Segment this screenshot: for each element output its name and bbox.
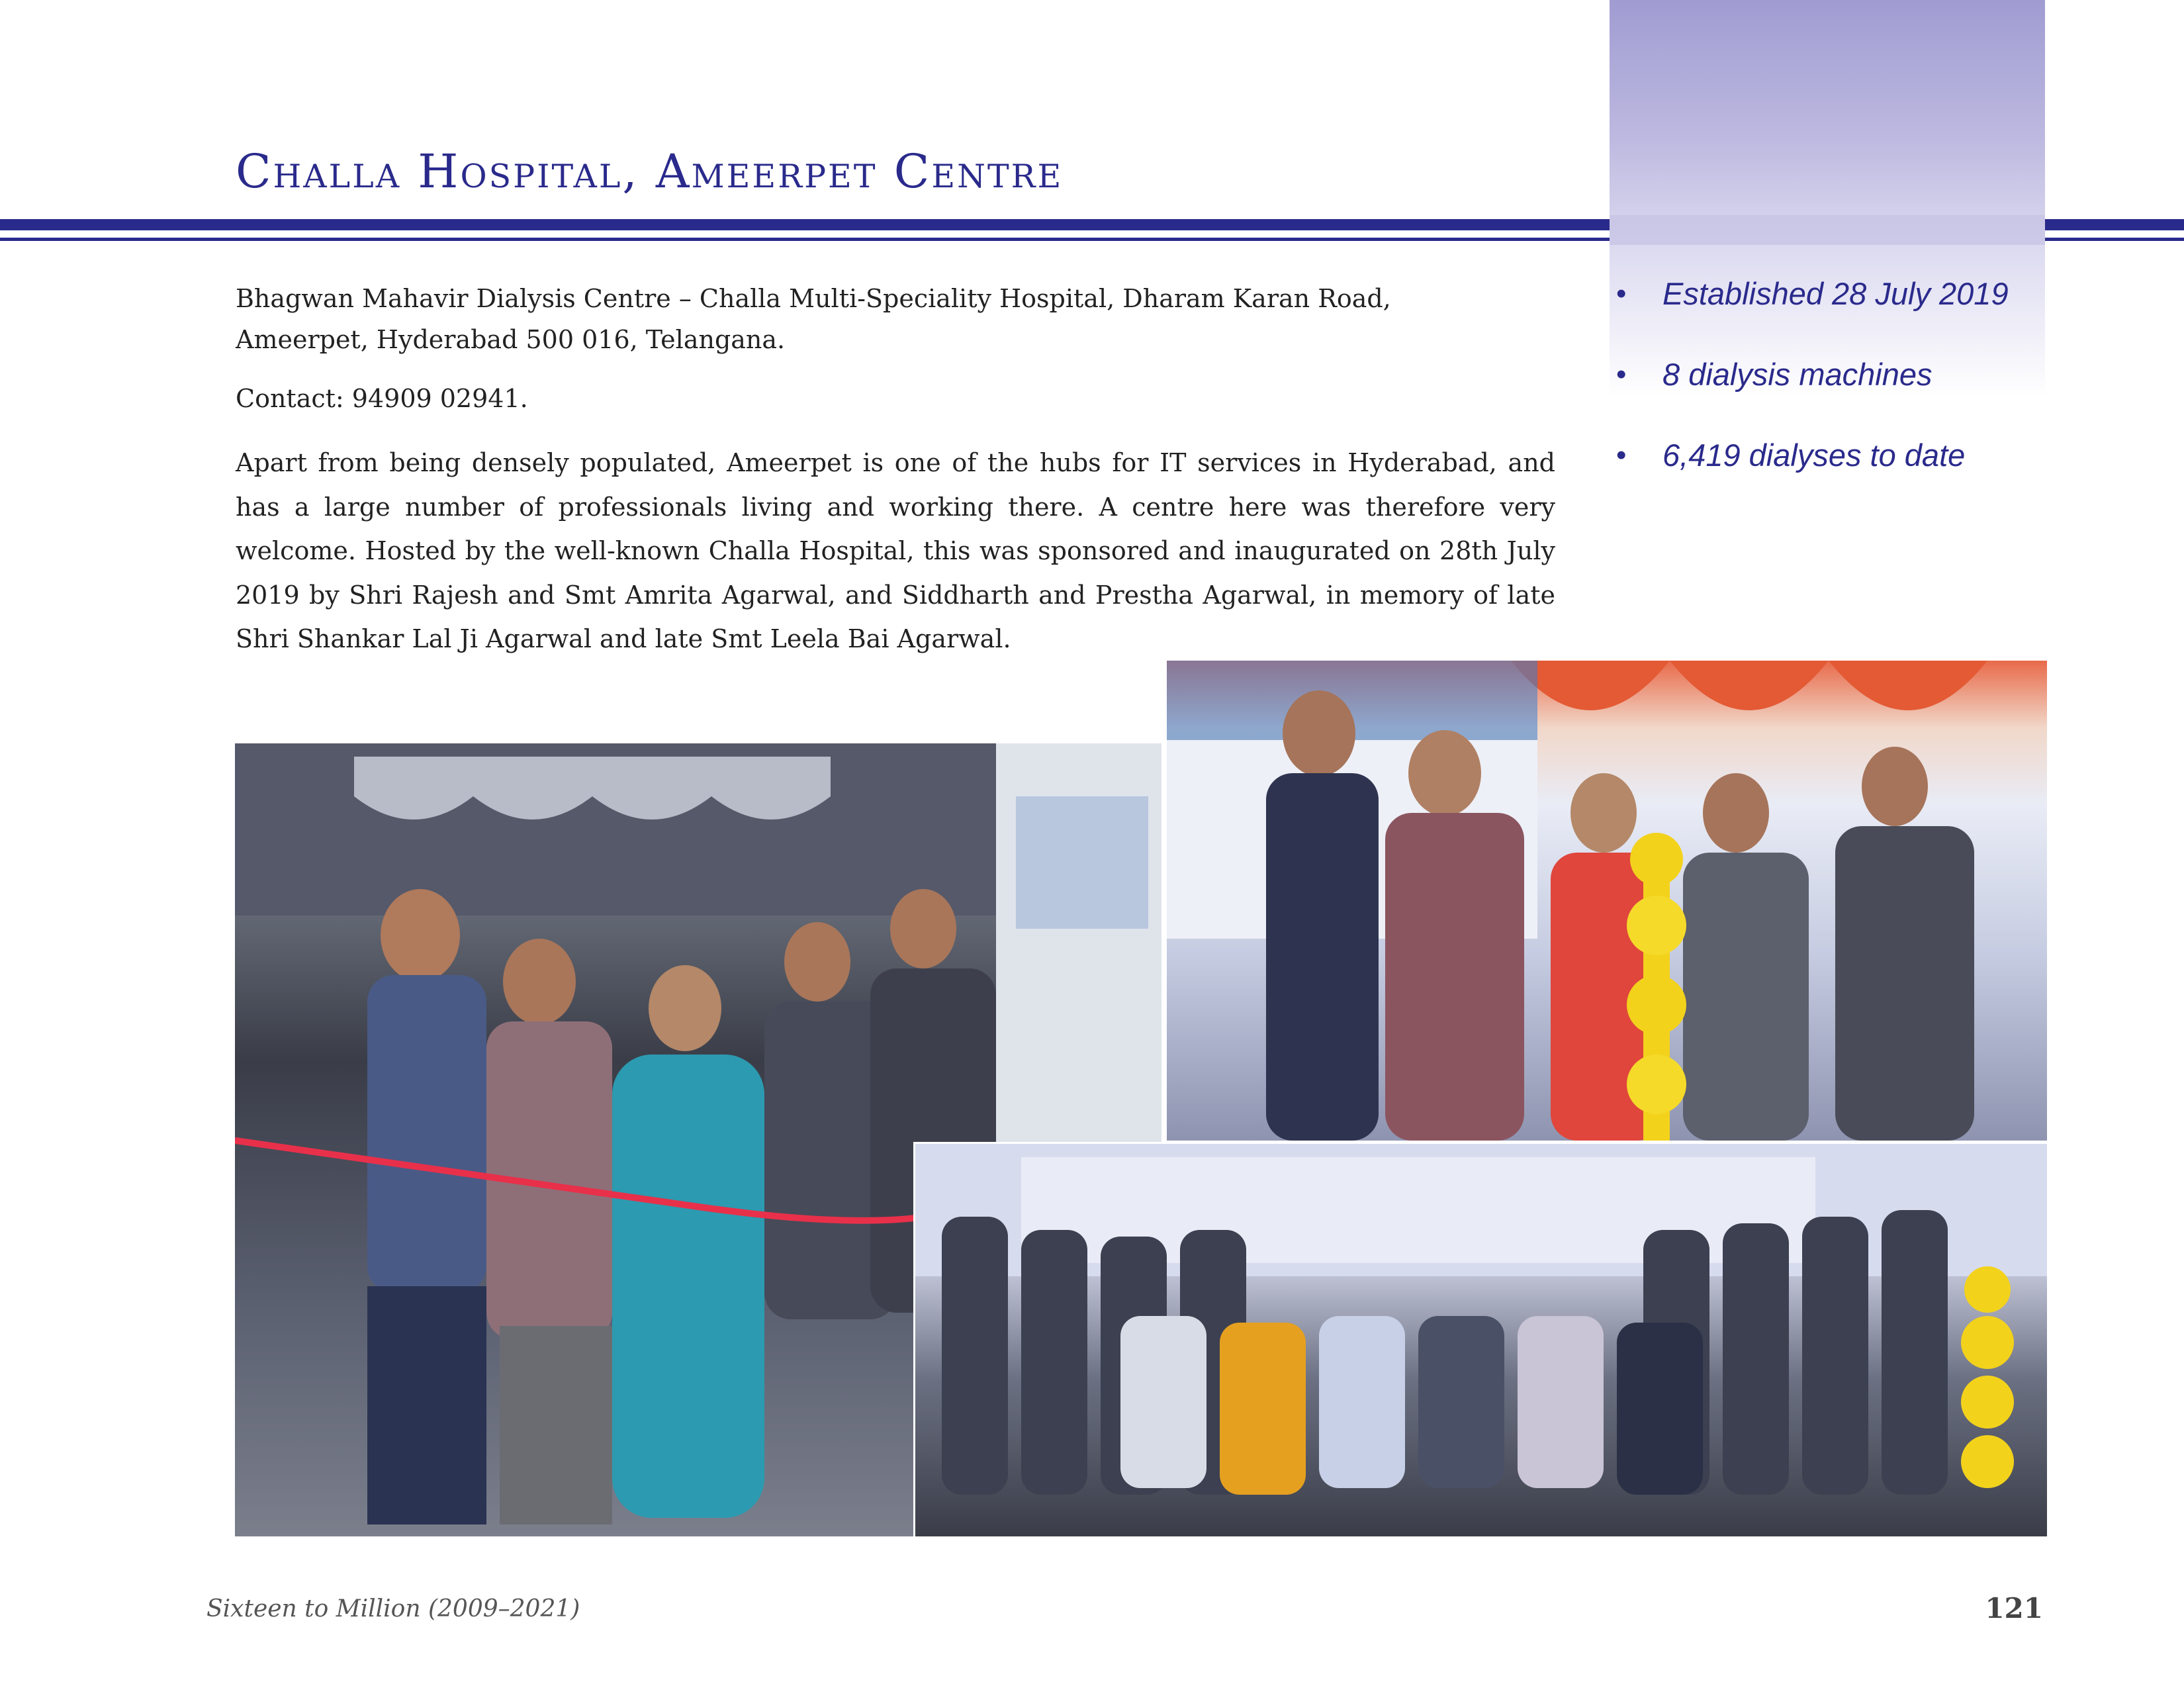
lamp-lighting-scene xyxy=(1167,661,2047,1141)
fact-machines xyxy=(1610,355,2045,395)
bullet-icon: • xyxy=(1616,277,1627,310)
group-photo-scene xyxy=(915,1144,2047,1536)
address-block xyxy=(236,278,1493,360)
fact-text: 8 dialysis machines xyxy=(1662,357,1933,392)
rule-sidebar-break xyxy=(1610,215,2045,245)
lamp-lighting-photo xyxy=(1165,659,2049,1143)
fact-text: Established 28 July 2019 xyxy=(1662,276,2009,311)
page-number: 121 xyxy=(1985,1592,2043,1624)
fact-text: 6,419 dialyses to date xyxy=(1662,438,1966,473)
bullet-icon: • xyxy=(1616,358,1627,391)
facts-list xyxy=(1610,274,2045,516)
contact-line: Contact: 94909 02941. xyxy=(236,384,528,413)
fact-established xyxy=(1610,274,2045,314)
fact-dialyses xyxy=(1610,436,2045,475)
address-line-2: Ameerpet, Hyderabad 500 016, Telangana. xyxy=(236,325,786,354)
body-paragraph: Apart from being densely populated, Ameerpet is one of the hubs for IT services in Hyderabad, and has a large number of professionals living and working there. A centre here was therefore very welcome. Hosted by the well-known Challa Hospital, this was sponsored and inaugurated on 28th July 2019 by Shri Rajesh and Smt Amrita Agarwal, and Siddharth and Prestha Agarwal, in memory of late Shri Shankar Lal Ji Agarwal and late Smt Leela Bai Agarwal. xyxy=(236,448,1555,653)
address-line-1: Bhagwan Mahavir Dialysis Centre – Challa Multi-Speciality Hospital, Dharam Karan Road, xyxy=(236,284,1391,313)
footer-book-title: Sixteen to Million (2009–2021) xyxy=(206,1595,580,1622)
bullet-icon: • xyxy=(1616,439,1627,471)
page-title: Challa Hospital, Ameerpet Centre xyxy=(236,144,1064,199)
group-photo xyxy=(913,1142,2049,1538)
